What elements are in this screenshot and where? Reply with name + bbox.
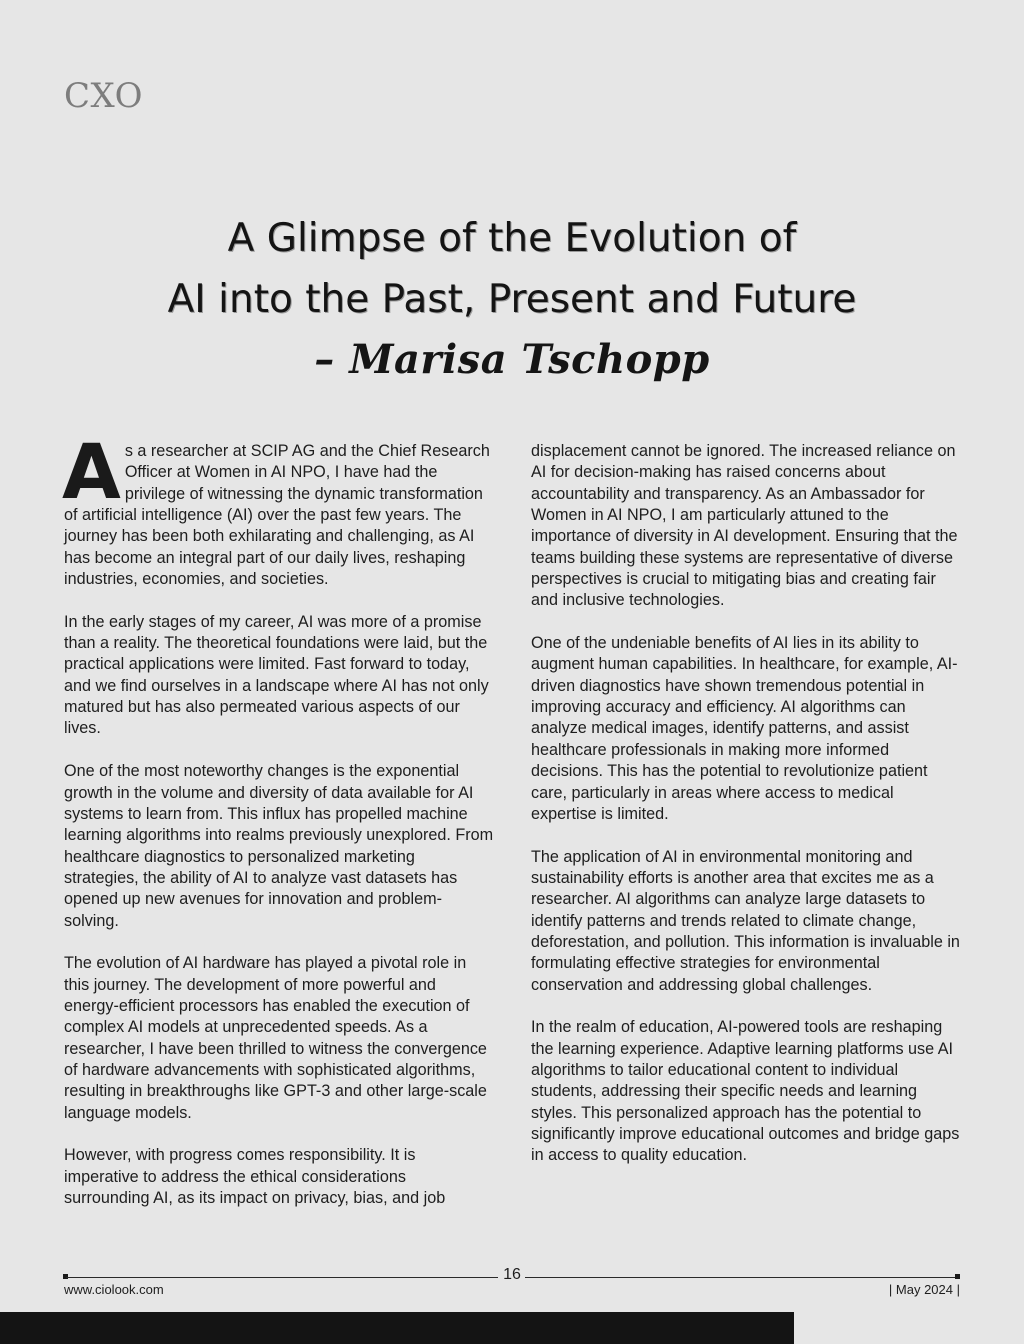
first-paragraph-text: s a researcher at SCIP AG and the Chief Research Officer at Women in AI NPO, I have had the privilege of witnessing the dynamic transformation of artificial intelligence (AI) over the past few years. The journey has been both exhilarating and challenging, as AI has become an integral part of our daily lives, reshaping industries, economies, and societies. bbox=[64, 442, 490, 589]
footer-website[interactable]: www.ciolook.com bbox=[64, 1282, 164, 1297]
article-column-left bbox=[62, 427, 494, 1231]
footer-rule-right bbox=[525, 1277, 957, 1278]
section-label: CXO bbox=[64, 76, 143, 116]
author-byline: – Marisa Tschopp bbox=[314, 336, 710, 383]
paragraph: displacement cannot be ignored. The increased reliance on AI for decision-making has raised concerns about accountability and transparency. As an Ambassador for Women in AI NPO, I am particularly attuned to the importance of diversity in AI development. Ensuring that the teams building these systems are representative of diverse perspectives is crucial to mitigating bias and creating fair and inclusive technologies. bbox=[531, 442, 958, 610]
paragraph: One of the undeniable benefits of AI lies in its ability to augment human capabilities. In healthcare, for example, AI-driven diagnostics have shown tremendous potential in improving accuracy and efficiency. AI algorithms can analyze medical images, identify patterns, and assist healthcare professionals in making more informed decisions. This has the potential to revolutionize patient care, particularly in areas where access to medical expertise is limited. bbox=[531, 634, 958, 823]
paragraph: The evolution of AI hardware has played a pivotal role in this journey. The development of more powerful and energy-efficient processors has enabled the execution of complex AI models at unprecedented speeds. As a researcher, I have been thrilled to witness the convergence of hardware advancements with sophisticated algorithms, resulting in breakthroughs like GPT-3 and other large-scale language models. bbox=[64, 954, 487, 1122]
article-title-line-2: AI into the Past, Present and Future bbox=[167, 277, 857, 322]
paragraph: The application of AI in environmental monitoring and sustainability efforts is another area that excites me as a researcher. AI algorithms can analyze large datasets to identify patterns and trends related to climate change, deforestation, and pollution. This information is invaluable in formulating effective strategies for environmental conservation and addressing global challenges. bbox=[531, 847, 960, 994]
first-paragraph bbox=[62, 427, 494, 590]
paragraph: In the early stages of my career, AI was more of a promise than a reality. The theoretical foundations were laid, but the practical applications were limited. Fast forward to today, and we find ourselves in a landscape where AI has not only matured but has also permeated various aspects of our lives. bbox=[64, 612, 489, 738]
drop-cap: A bbox=[62, 427, 121, 516]
page-number: 16 bbox=[503, 1266, 521, 1283]
footer-rule-endpoint bbox=[955, 1274, 960, 1279]
footer-date: | May 2024 | bbox=[888, 1282, 960, 1297]
article-column-right bbox=[531, 441, 961, 1188]
bottom-bar bbox=[0, 1312, 794, 1344]
article-title-line-1: A Glimpse of the Evolution of bbox=[227, 216, 797, 261]
footer-rule-left bbox=[66, 1277, 498, 1278]
paragraph: However, with progress comes responsibility. It is imperative to address the ethical considerations surrounding AI, as its impact on privacy, bias, and job bbox=[64, 1146, 446, 1208]
paragraph: In the realm of education, AI-powered tools are reshaping the learning experience. Adaptive learning platforms use AI algorithms to tailor educational content to individual students, addressing their specific needs and learning styles. This personalized approach has the potential to significantly improve educational outcomes and bridge gaps in access to quality education. bbox=[531, 1018, 960, 1165]
paragraph: One of the most noteworthy changes is the exponential growth in the volume and diversity of data available for AI systems to learn from. This influx has propelled machine learning algorithms into realms previously unexplored. From healthcare diagnostics to personalized marketing strategies, the ability of AI to analyze vast datasets has opened up new avenues for innovation and problem-solving. bbox=[64, 762, 494, 930]
